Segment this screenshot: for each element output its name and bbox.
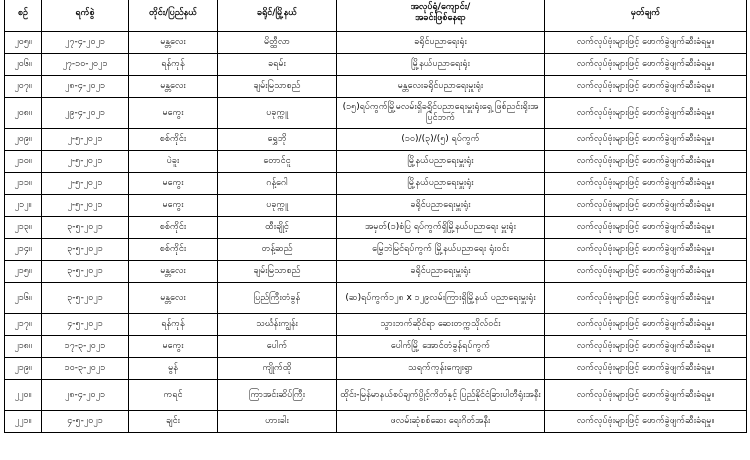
cell-no: ၂၁၉။ xyxy=(5,358,42,380)
cell-remark: လက်လုပ်ဗုံးများဖြင့် ဖောက်ခွဲဖျက်ဆီးခံရမှု။ xyxy=(545,261,747,283)
cell-no: ၂၁၃။ xyxy=(5,217,42,239)
cell-region: မန္တလေး xyxy=(129,76,218,98)
cell-region: မကွေး xyxy=(129,173,218,195)
table-row xyxy=(5,54,747,76)
cell-township: မိတ္ထီလာ xyxy=(218,32,337,54)
cell-date: ၂၈-၄-၂၀၂၁ xyxy=(42,380,129,411)
cell-no: ၂၂၁။ xyxy=(5,411,42,433)
cell-region: မန္တလေး xyxy=(129,283,218,314)
table-row xyxy=(5,173,747,195)
cell-date: ၂၈-၄-၂၀၂၁ xyxy=(42,76,129,98)
cell-region: မန္တလေး xyxy=(129,261,218,283)
cell-region: မကွေး xyxy=(129,98,218,129)
cell-remark: လက်လုပ်ဗုံးများဖြင့် ဖောက်ခွဲဖျက်ဆီးခံရမှု။ xyxy=(545,32,747,54)
cell-township: ပြည်ကြီးတံခွန် xyxy=(218,283,337,314)
cell-location: ဖလမ်းဆုံစစ်ဆေး ရေးဂိတ်အနီး xyxy=(337,411,545,433)
header-location xyxy=(337,0,545,32)
table-row xyxy=(5,261,747,283)
cell-date: ၁၀-၃-၂၀၂၁ xyxy=(42,358,129,380)
table-row xyxy=(5,76,747,98)
cell-date: ၂၇-၁၀-၂၀၂၁ xyxy=(42,54,129,76)
cell-date: ၁၇-၃-၂၀၂၁ xyxy=(42,336,129,358)
cell-township: ဂန့်ဂေါ xyxy=(218,173,337,195)
cell-township: ကြာအင်းဆိပ်ကြီး xyxy=(218,380,337,411)
cell-region: မကွေး xyxy=(129,195,218,217)
cell-location: မန္တလေးခရိုင်ပညာရေးမှူးရုံး xyxy=(337,76,545,98)
header-row xyxy=(5,0,747,32)
cell-township: ချမ်းမြသာစည် xyxy=(218,261,337,283)
cell-location: ပေါက်မြို့ အောင်တံခွန်ရပ်ကွက် xyxy=(337,336,545,358)
cell-location: မြို့နယ်ပညာရေးမှူးရုံး xyxy=(337,173,545,195)
cell-remark: လက်လုပ်ဗုံးများဖြင့် ဖောက်ခွဲဖျက်ဆီးခံရမှု။ xyxy=(545,54,747,76)
cell-date: ၂-၅-၂၀၂၁ xyxy=(42,173,129,195)
cell-township: သင်္ဃန်းကျွန်း xyxy=(218,314,337,336)
header-no: စဉ် xyxy=(5,0,42,32)
cell-township: ထီးချိုင့် xyxy=(218,217,337,239)
table-row xyxy=(5,129,747,151)
cell-no: ၂၀၈။ xyxy=(5,98,42,129)
cell-remark: လက်လုပ်ဗုံးများဖြင့် ဖောက်ခွဲဖျက်ဆီးခံရမှု။ xyxy=(545,151,747,173)
cell-remark: လက်လုပ်ဗုံးများဖြင့် ဖောက်ခွဲဖျက်ဆီးခံရမှု။ xyxy=(545,380,747,411)
cell-township: ကျိုက်ထို xyxy=(218,358,337,380)
cell-location: ခရိုင်ပညာရေးရုံး xyxy=(337,32,545,54)
cell-location: မြို့နယ်ပညာရေးမှူးရုံး xyxy=(337,151,545,173)
cell-no: ၂၁၇။ xyxy=(5,314,42,336)
cell-township: ဟားခါး xyxy=(218,411,337,433)
cell-no: ၂၁၄။ xyxy=(5,239,42,261)
cell-no: ၂၁၅။ xyxy=(5,261,42,283)
cell-remark: လက်လုပ်ဗုံးများဖြင့် ဖောက်ခွဲဖျက်ဆီးခံရမှု။ xyxy=(545,195,747,217)
cell-township: တန့်ဆည် xyxy=(218,239,337,261)
cell-region: ချင်း xyxy=(129,411,218,433)
header-remark: မှတ်ချက် xyxy=(545,0,747,32)
cell-date: ၃-၅-၂၀၂၁ xyxy=(42,261,129,283)
header-region: တိုင်း/ပြည်နယ် xyxy=(129,0,218,32)
table-body xyxy=(5,32,747,433)
table-row xyxy=(5,32,747,54)
cell-date: ၄-၅-၂၀၂၁ xyxy=(42,314,129,336)
cell-date: ၂၇-၄-၂၀၂၁ xyxy=(42,32,129,54)
cell-remark: လက်လုပ်ဗုံးများဖြင့် ဖောက်ခွဲဖျက်ဆီးခံရမှု။ xyxy=(545,76,747,98)
cell-region: စစ်ကိုင်း xyxy=(129,129,218,151)
cell-remark: လက်လုပ်ဗုံးများဖြင့် ဖောက်ခွဲဖျက်ဆီးခံရမှု။ xyxy=(545,239,747,261)
cell-date: ၂-၅-၂၀၂၁ xyxy=(42,129,129,151)
cell-remark: လက်လုပ်ဗုံးများဖြင့် ဖောက်ခွဲဖျက်ဆီးခံရမှု။ xyxy=(545,411,747,433)
table-row xyxy=(5,314,747,336)
table-row xyxy=(5,217,747,239)
table-row xyxy=(5,283,747,314)
cell-date: ၄-၅-၂၀၂၁ xyxy=(42,411,129,433)
cell-no: ၂၁၈။ xyxy=(5,336,42,358)
header-date: ရက်စွဲ xyxy=(42,0,129,32)
header-location-line2: အခင်းဖြစ်နေရာ xyxy=(415,13,466,23)
cell-date: ၃-၅-၂၀၂၁ xyxy=(42,283,129,314)
cell-date: ၃-၅-၂၀၂၁ xyxy=(42,239,129,261)
cell-region: ရန်ကုန် xyxy=(129,314,218,336)
cell-no: ၂၀၅။ xyxy=(5,32,42,54)
cell-region: စစ်ကိုင်း xyxy=(129,239,218,261)
cell-location: (၁၀)/(၃)/(၅) ရပ်ကွက် xyxy=(337,129,545,151)
cell-date: ၂-၅-၂၀၂၁ xyxy=(42,195,129,217)
cell-location: ထိုင်း-မြန်မာနယ်စပ်ချက်ပွိုင့်ကိတ်နှင့် ပြည်နိုင်ငံခြားပါတီရုံးအနီး xyxy=(337,380,545,411)
cell-township: ပေါက် xyxy=(218,336,337,358)
cell-township: ပခုက္ကူ xyxy=(218,98,337,129)
cell-no: ၂၁၂။ xyxy=(5,195,42,217)
cell-region: ရန်ကုန် xyxy=(129,54,218,76)
table-row xyxy=(5,239,747,261)
cell-no: ၂၀၇။ xyxy=(5,76,42,98)
cell-region: မန္တလေး xyxy=(129,32,218,54)
cell-remark: လက်လုပ်ဗုံးများဖြင့် ဖောက်ခွဲဖျက်ဆီးခံရမှု။ xyxy=(545,217,747,239)
table-row xyxy=(5,411,747,433)
cell-no: ၂၀၆။ xyxy=(5,54,42,76)
cell-remark: လက်လုပ်ဗုံးများဖြင့် ဖောက်ခွဲဖျက်ဆီးခံရမှု။ xyxy=(545,358,747,380)
cell-no: ၂၂၀။ xyxy=(5,380,42,411)
table-row xyxy=(5,98,747,129)
cell-no: ၂၁၁။ xyxy=(5,173,42,195)
cell-region: ပဲခူး xyxy=(129,151,218,173)
cell-region: ကရင် xyxy=(129,380,218,411)
cell-township: ခရမ်း xyxy=(218,54,337,76)
cell-date: ၂၉-၄-၂၀၂၁ xyxy=(42,98,129,129)
cell-location: ခရိုင်ပညာရေးမှူးရုံး xyxy=(337,195,545,217)
cell-no: ၂၀၉။ xyxy=(5,129,42,151)
cell-remark: လက်လုပ်ဗုံးများဖြင့် ဖောက်ခွဲဖျက်ဆီးခံရမှု။ xyxy=(545,336,747,358)
cell-date: ၃-၅-၂၀၂၁ xyxy=(42,217,129,239)
cell-township: ရွှေဘို xyxy=(218,129,337,151)
header-township: ခရိုင်/မြို့နယ် xyxy=(218,0,337,32)
cell-date: ၂-၅-၂၀၂၁ xyxy=(42,151,129,173)
cell-location: မြွေဘဲမြင်ရပ်ကွက် မြို့နယ်ပညာရေး ရုံးဝင်း xyxy=(337,239,545,261)
cell-remark: လက်လုပ်ဗုံးများဖြင့် ဖောက်ခွဲဖျက်ဆီးခံရမှု။ xyxy=(545,283,747,314)
cell-location: အမှတ်(၁)စံပြ ရပ်ကွက်ရှိမြို့နယ်ပညာရေး မှူးရုံး xyxy=(337,217,545,239)
cell-remark: လက်လုပ်ဗုံးများဖြင့် ဖောက်ခွဲဖျက်ဆီးခံရမှု။ xyxy=(545,173,747,195)
cell-no: ၂၁၆။ xyxy=(5,283,42,314)
cell-remark: လက်လုပ်ဗုံးများဖြင့် ဖောက်ခွဲဖျက်ဆီးခံရမှု။ xyxy=(545,314,747,336)
cell-township: တောင်ငူ xyxy=(218,151,337,173)
cell-location: ခရိုင်ပညာရေးမှူးရုံး xyxy=(337,261,545,283)
cell-township: ပခုက္ကူ xyxy=(218,195,337,217)
incident-table xyxy=(4,0,747,433)
cell-remark: လက်လုပ်ဗုံးများဖြင့် ဖောက်ခွဲဖျက်ဆီးခံရမှု။ xyxy=(545,129,747,151)
table-row xyxy=(5,195,747,217)
table-row xyxy=(5,380,747,411)
cell-location: မြို့နယ်ပညာရေးရုံး xyxy=(337,54,545,76)
cell-region: မွန် xyxy=(129,358,218,380)
cell-no: ၂၁၀။ xyxy=(5,151,42,173)
cell-region: စစ်ကိုင်း xyxy=(129,217,218,239)
table-row xyxy=(5,151,747,173)
cell-location: (ဆ)ရပ်ကွက်၁၂၈ x ၁၂၉လမ်းကြားရှိမြို့နယ် ပညာရေးမှူးရုံး xyxy=(337,283,545,314)
cell-location: သွားဘက်ဆိုင်ရာ ဆေးတက္ကသိုလ်ဝင်း xyxy=(337,314,545,336)
cell-location: (၁၅)ရပ်ကွက်မြို့မလမ်းရှိခရိုင်ပညာရေးမှူးရုံးရှေ့ ဖြစ်ညင်းရိုးအပြင်ဘက် xyxy=(337,98,545,129)
table-row xyxy=(5,336,747,358)
cell-remark: လက်လုပ်ဗုံးများဖြင့် ဖောက်ခွဲဖျက်ဆီးခံရမှု။ xyxy=(545,98,747,129)
table-row xyxy=(5,358,747,380)
header-location-line1: အလုပ်ရုံ/ကျောင်း/ xyxy=(410,2,471,12)
cell-township: ချမ်းမြသာစည် xyxy=(218,76,337,98)
cell-location: သရက်ကုန်းကျေးရွာ xyxy=(337,358,545,380)
cell-region: မကွေး xyxy=(129,336,218,358)
